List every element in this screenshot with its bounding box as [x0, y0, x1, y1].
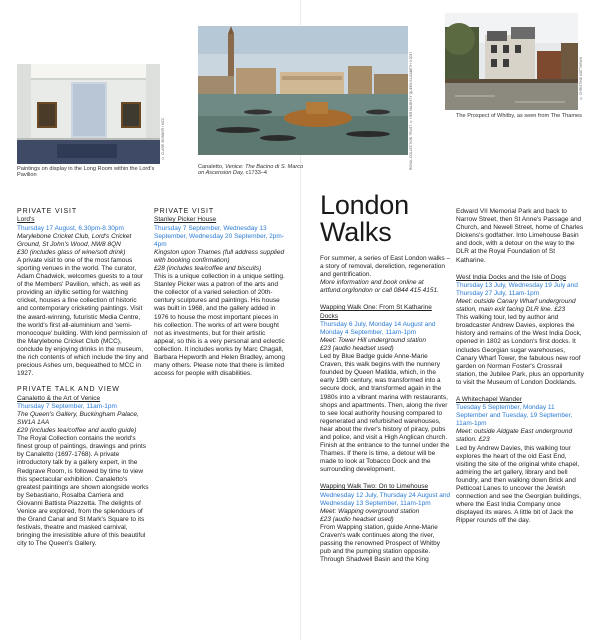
whitby-photo-caption: The Prospect of Whitby, as seen from The Thames: [456, 113, 582, 119]
walk-meeting-point: Meet: Wapping overground station: [320, 507, 420, 515]
walks-intro: [320, 255, 451, 295]
prospect-of-whitby-photo: [445, 13, 578, 110]
event-price: £29 (includes tea/coffee and audio guide): [17, 427, 137, 435]
canaletto-caption-date: c1733–4: [244, 170, 268, 177]
intro-text: For summer, a series of East London walks – a story of removal, dereliction, regeneration and gentrification.: [320, 255, 451, 279]
event-date: Thursday 7 September, 11am-1pm: [17, 402, 117, 410]
walk-meeting-point: Meet: outside Aldgate East underground station. £23: [456, 428, 573, 444]
column-1: [17, 208, 149, 556]
canaletto-caption-artist: Canaletto,: [198, 164, 226, 170]
event-price: £28 (includes tea/coffee and biscuits): [154, 264, 262, 272]
event-description: This is a unique collection in a unique setting. Stanley Picker was a patron of the arts and the collector of a varied selection of 20th-century sculptures and paintings. His house was built in 1968, and the gallery added in 1976 to house the most important pieces in his collection. The works of art were bought not as investments, but for their artistic appeal, so this is a very personal and eclectic collection. It includes works by Marc Chagall, Barbara Hepworth and Helen Bradley, among many others. Please note that there is limited access for people with disabilities.: [154, 273, 286, 378]
walk-west-india-docks: [456, 274, 584, 387]
walk-two: [320, 483, 451, 564]
event-description: The Royal Collection contains the world's finest group of paintings, drawings and prints by Canaletto (1697-1768). A private introductory talk by a gallery expert, in the Redgrave Room, is followed by time to view this spectacular exhibition. Canaletto's greatest paintings are shown alongside works by Sebastiano, Rosalba Carriera and Giovanni Battista Piazzetta. The delights of Venice are explored, from the splendours of the Grand Canal and St Mark's Square to its festivals, theatre and masked carnival, bringing the irresistible allure of this beautiful city to The Queen's Gallery.: [17, 435, 149, 548]
section-heading: London Walks: [320, 190, 409, 247]
canaletto-event: [17, 386, 149, 548]
walk-meeting-point: Meet: Tower Hill underground station: [320, 336, 426, 344]
canaletto-photo-credit: ROYAL COLLECTION TRUST © HER MAJESTY QUEEN ELIZABETH II 2017: [409, 51, 413, 170]
walk-description: Led by Andrew Davies, this walking tour explores the heart of the old East End, visiting the site of the original white chapel, admiring the art gallery, library and bell foundry, and then walking down Brick and Petticoat Lanes to uncover the Jewish connection and see the Georgian buildings, where the East India Company once displayed its wares. A little bit of Jack the Ripper rounds off the day.: [456, 444, 582, 525]
walk-title: Wapping Walk Two: On to Limehouse: [320, 483, 429, 491]
event-date: Thursday 7 September, Wednesday 13 September, Wednesday 20 September, 2pm-4pm: [154, 224, 284, 248]
column-3: [320, 192, 451, 573]
event-venue: Kingston upon Thames (full address supplied with booking confirmation): [154, 248, 285, 264]
walk-description: This walking tour, led by author and broadcaster Andrew Davies, explores the history and remains of the West India Dock, opened in 1802 as London's first docks. It includes Georgian sugar warehouses, Canary Wharf Tower, the fabulous new roof garden on Norman Foster's Crossrail station, the Jubilee Park, plus an opportunity to visit the Museum of London Docklands.: [456, 314, 584, 386]
lords-photo-caption: Paintings on display in the Long Room within the Lord's Pavilion: [17, 166, 155, 179]
walk-title: A Whitechapel Wander: [456, 395, 522, 403]
walk-two-continued: Edward VII Memorial Park and back to Narrow Street, then St Anne's Passage and Church, and Newell Street, home of Charles Dickens's godfather. Into Limehouse Basin and dock, with a detour on the way to the DLR at the Royal Foundation of St Katharine.: [456, 208, 584, 264]
walk-date: Thursday 6 July, Monday 14 August and Monday 4 September, 11am-1pm: [320, 320, 436, 336]
walk-description: From Wapping station, guide Anne-Marie Craven's walk continues along the river, passing the renowned Prospect of Whitby pub and the pumping station opposite. Through Shadwell Basin and the King: [320, 523, 440, 564]
event-type-header: PRIVATE VISIT: [154, 208, 215, 215]
walk-date: Wednesday 12 July, Thursday 24 August and Wednesday 13 September, 11am-1pm: [320, 491, 451, 507]
stanley-picker-event: [154, 208, 287, 378]
event-type-header: PRIVATE TALK AND VIEW: [17, 386, 120, 394]
walk-whitechapel: [456, 396, 584, 526]
walk-title: Wapping Walk One: From St Katharine Docks: [320, 304, 432, 320]
lords-event: [17, 208, 149, 378]
event-date: Thursday 17 August, 6.30pm-8.30pm: [17, 224, 124, 232]
walk-price: £23 (audio headset used): [320, 515, 394, 523]
lords-long-room-photo: [17, 64, 160, 164]
event-price: £30 (includes glass of wine/soft drink): [17, 248, 126, 256]
walk-price: £23 (audio headset used): [320, 344, 394, 352]
event-title: Canaletto & the Art of Venice: [17, 394, 101, 402]
walk-title: West India Docks and the Isle of Dogs: [456, 273, 567, 281]
canaletto-caption-title: Venice: The Bacino di S. Marco on Ascension Day,: [198, 164, 304, 177]
walk-one: [320, 304, 451, 474]
column-4: [456, 208, 584, 534]
event-venue: The Queen's Gallery, Buckingham Palace, SW1A 1AA: [17, 410, 139, 426]
event-type-header: PRIVATE VISIT: [17, 208, 78, 215]
whitby-photo-credit: © CHRISTINE MATTHEWS: [579, 57, 583, 100]
column-2: [154, 208, 287, 386]
lords-photo-credit: © CLARE SKINNER / MCC: [161, 117, 165, 160]
event-title: Lord's: [17, 216, 35, 224]
walk-meeting-point: Meet: outside Canary Wharf underground station, main exit facing DLR line. £23: [456, 297, 576, 314]
walk-description: Led by Blue Badge guide Anne-Marie Craven, this walk begins with the nunnery founded by Queen Matilda, which, in the early 19th century, was transformed into a secure dock, and transformed again in the 1980s into a vibrant marina with restaurants, shops and apartments. Then, along the river to see local authority housing compared to regenerated and refurbished warehouses, hear about the river's history of piracy, pubs and police, and visit a High Anglican church. Finish at the entrance to the tunnel under the Thames. If there is time, a detour will be made to look at Tobacco Dock and the surrounding development.: [320, 353, 450, 474]
intro-booking-info: More information and book online at artfund.org/london or call 0844 415 4151.: [320, 279, 439, 295]
canaletto-photo-caption: [198, 164, 308, 177]
walk-date: Thursday 13 July, Wednesday 19 July and Thursday 27 July, 11am-1pm: [456, 281, 578, 297]
canaletto-painting-photo: [198, 26, 408, 155]
event-venue: Marylebone Cricket Club, Lord's Cricket Ground, St John's Wood, NW8 8QN: [17, 232, 132, 248]
event-title: Stanley Picker House: [154, 216, 217, 224]
event-description: A private visit to one of the most famous sporting venues in the world. The curator, Adam Chadwick, welcomes guests to a tour of the Members' Pavilion, which, as well as providing an idyllic setting for watching cricket, houses a fine collection of historic and contemporary cricketing paintings. Visit the award-winning, futuristic Media Centre, the world's first all-aluminium and 'semi-monocoque' building. With kind permission of the Marylebone Cricket Club (MCC), conclude by enjoying drinks in the museum, the rich contents of which include the tiny and precious Ashes urn, bequeathed to MCC in 1927.: [17, 256, 149, 378]
walk-date: Tuesday 5 September, Monday 11 September and Tuesday, 19 September, 11am-1pm: [456, 404, 573, 428]
